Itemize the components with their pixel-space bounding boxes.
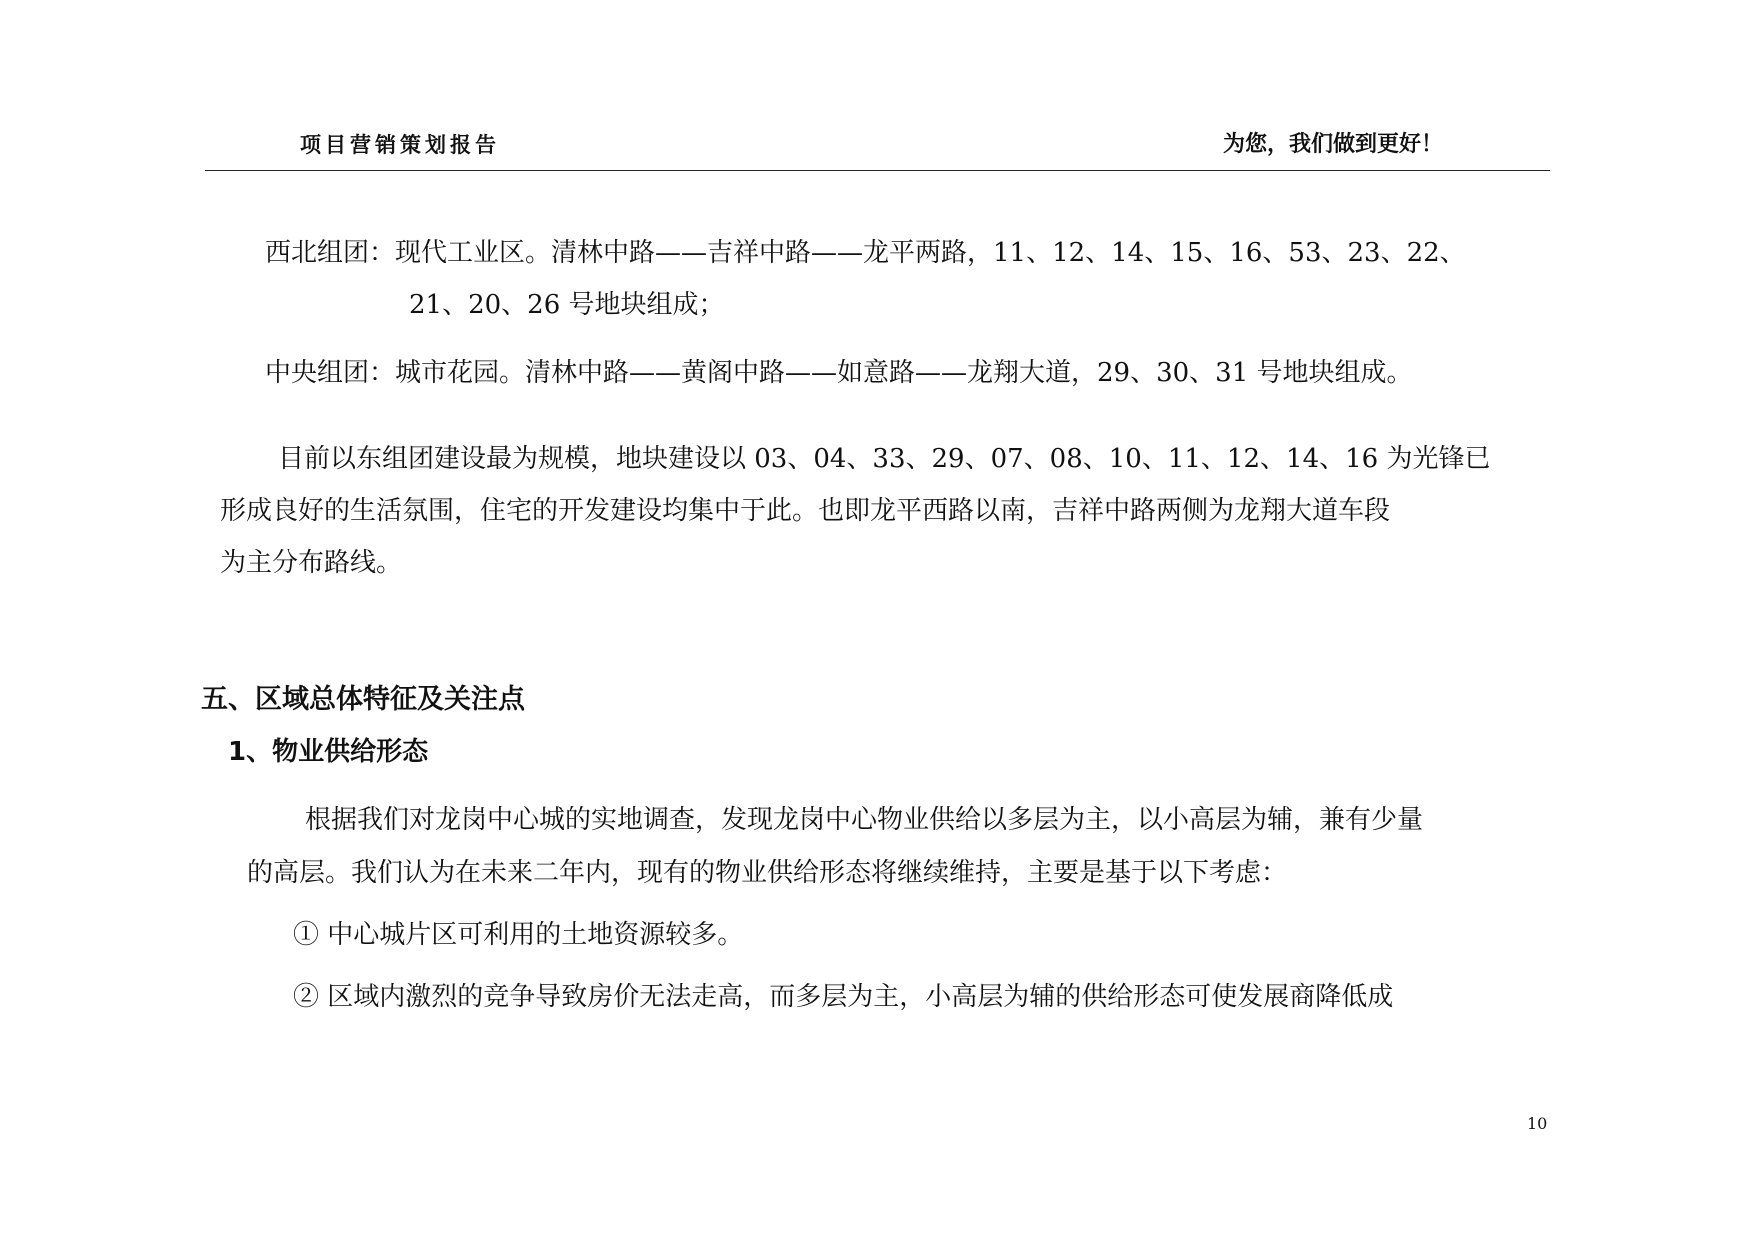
east-paragraph-line-3: 为主分布路线。 bbox=[220, 548, 403, 578]
subsection-1-heading: 1、物业供给形态 bbox=[228, 737, 429, 767]
northwest-group-line-2: 21、20、26 号地块组成； bbox=[409, 290, 725, 320]
central-group-line: 中央组团：城市花园。清林中路——黄阁中路——如意路——龙翔大道，29、30、31 号地块组成。 bbox=[265, 358, 1413, 388]
consideration-item-1: ① 中心城片区可利用的土地资源较多。 bbox=[293, 920, 744, 950]
header-divider bbox=[205, 170, 1550, 171]
page-number: 10 bbox=[1527, 1114, 1548, 1133]
slogan-header: 为您，我们做到更好！ bbox=[1222, 132, 1443, 157]
supply-paragraph-line-1: 根据我们对龙岗中心城的实地调查，发现龙岗中心物业供给以多层为主，以小高层为辅，兼有少量 bbox=[305, 805, 1424, 835]
east-paragraph-line-1: 目前以东组团建设最为规模，地块建设以 03、04、33、29、07、08、10、11、12、14、16 为光锋已 bbox=[278, 444, 1491, 474]
northwest-group-line-1: 西北组团：现代工业区。清林中路——吉祥中路——龙平两路，11、12、14、15、16、53、23、22、 bbox=[265, 238, 1466, 268]
section-5-heading: 五、区域总体特征及关注点 bbox=[201, 684, 525, 715]
supply-paragraph-line-2: 的高层。我们认为在未来二年内，现有的物业供给形态将继续维持，主要是基于以下考虑： bbox=[247, 858, 1288, 888]
report-title-header: 项目营销策划报告 bbox=[300, 133, 500, 157]
consideration-item-2: ② 区域内激烈的竞争导致房价无法走高，而多层为主，小高层为辅的供给形态可使发展商降低成 bbox=[293, 982, 1394, 1012]
east-paragraph-line-2: 形成良好的生活氛围，住宅的开发建设均集中于此。也即龙平西路以南，吉祥中路两侧为龙翔大道车段 bbox=[220, 496, 1391, 526]
